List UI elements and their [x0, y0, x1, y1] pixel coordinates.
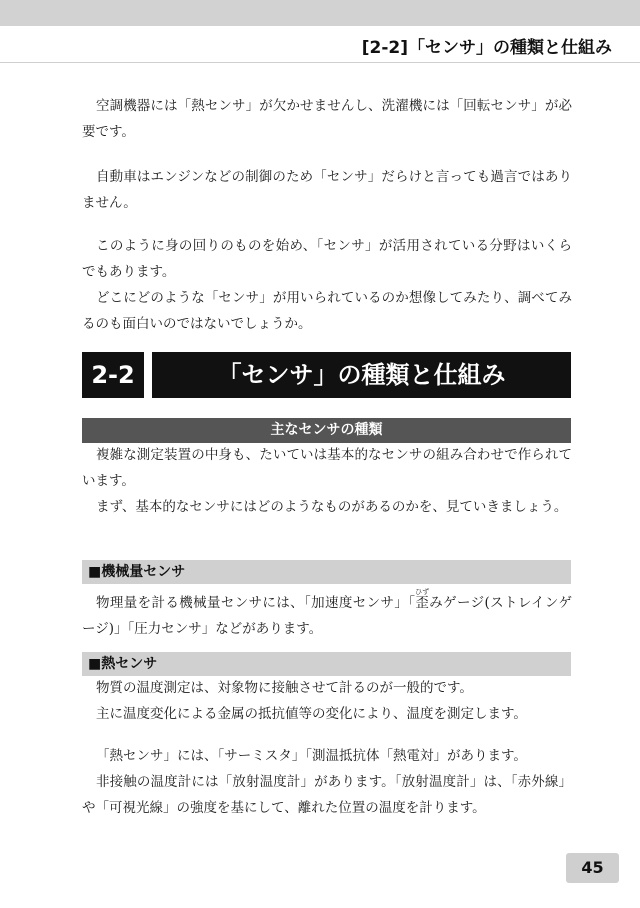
thermal-paragraph-1: 物質の温度測定は、対象物に接触させて計るのが一般的です。	[96, 680, 473, 696]
mechanical-text-before: 物理量を計る機械量センサには、「加速度センサ」「	[96, 595, 416, 611]
intro-paragraph-4: どこにどのような「センサ」が用いられているのか想像してみたり、調べてみるのも面白いのではないでしょうか。	[82, 290, 572, 332]
subsection-title: 主なセンサの種類	[82, 418, 571, 443]
subsection-paragraph-2: まず、基本的なセンサにはどのようなものがあるのかを、見ていきましょう。	[96, 499, 568, 515]
mechanical-text-after: みゲージ(ストレインゲージ)」「圧力センサ」などがあります。	[82, 595, 572, 637]
section-title: 「センサ」の種類と仕組み	[152, 352, 571, 398]
page-number: 45	[566, 853, 619, 883]
section-number: 2-2	[82, 352, 144, 398]
ruby-reading: ひず	[415, 588, 430, 596]
running-header: [2-2]「センサ」の種類と仕組み	[361, 38, 612, 58]
intro-paragraph-3: このように身の回りのものを始め、「センサ」が活用されている分野はいくらでもあります。	[82, 238, 572, 280]
thermal-paragraph-2: 主に温度変化による金属の抵抗値等の変化により、温度を測定します。	[96, 706, 527, 722]
intro-paragraph-2: 自動車はエンジンなどの制御のため「センサ」だらけと言っても過言ではありません。	[82, 169, 572, 211]
ruby-distortion	[415, 588, 430, 611]
ruby-base: 歪	[415, 595, 430, 611]
header-band	[0, 0, 640, 26]
mechanical-sensor-heading: ■機械量センサ	[82, 560, 571, 584]
thermal-paragraph-4: 非接触の温度計には「放射温度計」があります。「放射温度計」は、「赤外線」や「可視光線」の強度を基にして、離れた位置の温度を計ります。	[82, 774, 572, 816]
thermal-sensor-heading: ■熱センサ	[82, 652, 571, 676]
mechanical-sensor-paragraph	[82, 588, 572, 642]
subsection-paragraph-1: 複雑な測定装置の中身も、たいていは基本的なセンサの組み合わせで作られています。	[82, 447, 572, 489]
thermal-paragraph-3: 「熱センサ」には、「サーミスタ」「測温抵抗体「熱電対」があります。	[96, 748, 527, 764]
header-rule	[0, 62, 640, 63]
intro-paragraph-1: 空調機器には「熱センサ」が欠かせませんし、洗濯機には「回転センサ」が必要です。	[82, 98, 572, 140]
section-heading	[82, 352, 571, 398]
